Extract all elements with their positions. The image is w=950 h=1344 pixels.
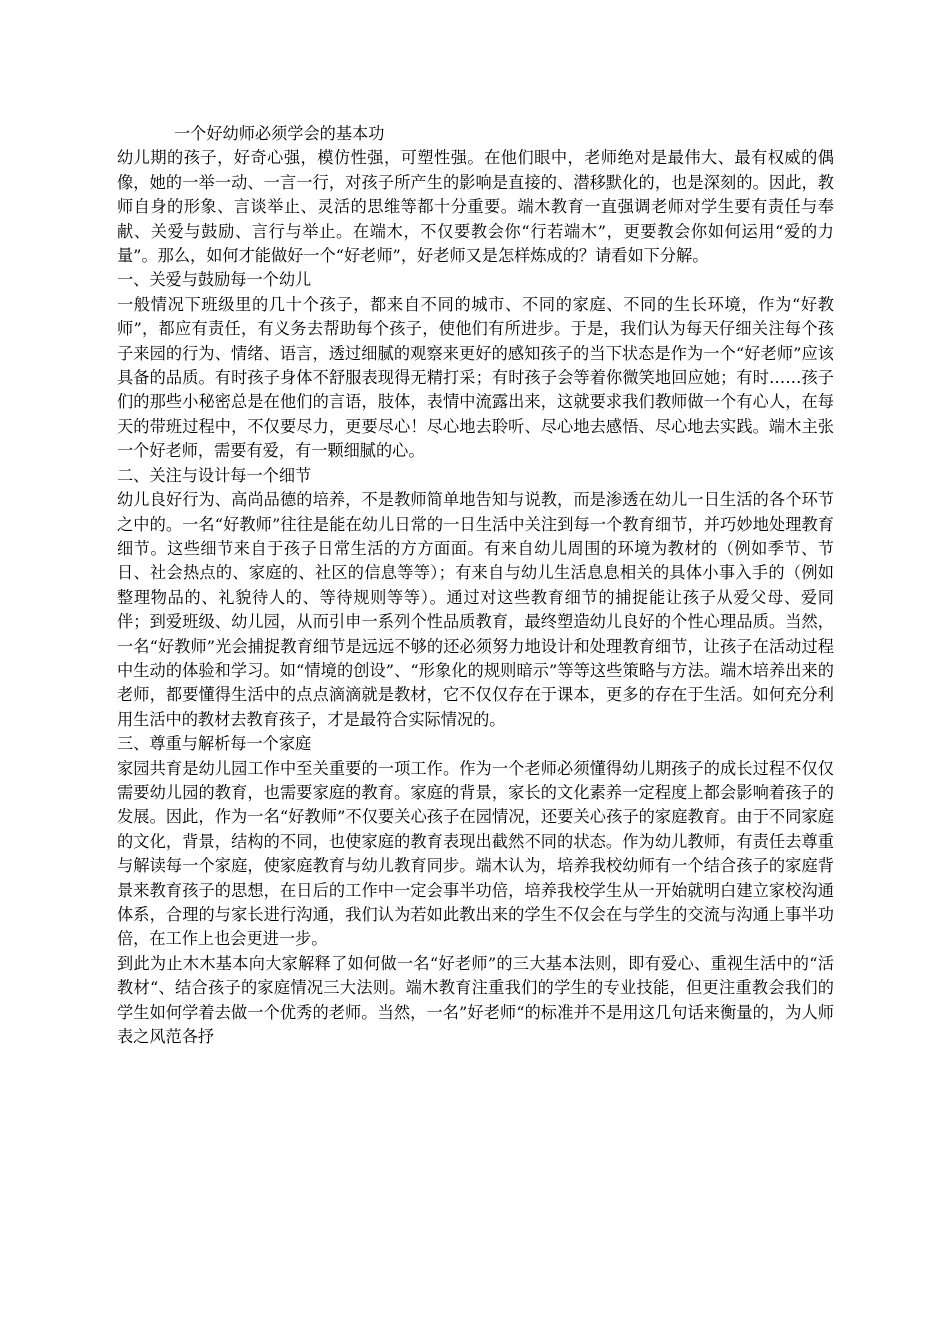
section-heading-1: 一、关爱与鼓励每一个幼儿 [117,270,312,290]
intro-paragraph: 幼儿期的孩子，好奇心强，模仿性强，可塑性强。在他们眼中，老师绝对是最伟大、最有权威的偶像，她的一举一动、一言一行，对孩子所产生的影响是直接的、潜移默化的，也是深刻的。因此，教师自身的形象、言谈举止、灵活的思维等都十分重要。端木教育一直强调老师对学生要有责任与奉献、关爱与鼓励、言行与举止。在端木，不仅要教会你“行若端木”，更要教会你如何运用“爱的力量”。那么，如何才能做好一个“好老师”，好老师又是怎样炼成的？请看如下分解。 [117,148,834,266]
section-heading-3: 三、尊重与解析每一个家庭 [117,734,312,754]
section-body-3: 家园共育是幼儿园工作中至关重要的一项工作。作为一个老师必须懂得幼儿期孩子的成长过程不仅仅需要幼儿园的教育，也需要家庭的教育。家庭的背景，家长的文化素养一定程度上都会影响着孩子的发展。因此，作为一名“好教师”不仅要关心孩子在园情况，还要关心孩子的家庭教育。由于不同家庭的文化，背景，结构的不同，也使家庭的教育表现出截然不同的状态。作为幼儿教师，有责任去尊重与解读每一个家庭，使家庭教育与幼儿教育同步。端木认为，培养我校幼师有一个结合孩子的家庭背景来教育孩子的思想，在日后的工作中一定会事半功倍，培养我校学生从一开始就明白建立家校沟通体系，合理的与家长进行沟通，我们认为若如此教出来的学生不仅会在与学生的交流与沟通上事半功倍，在工作上也会更进一步。 [117,758,834,949]
document-page [117,122,834,1049]
conclusion-paragraph: 到此为止木木基本向大家解释了如何做一名“好老师”的三大基本法则，即有爱心、重视生活中的“活教材“、结合孩子的家庭情况三大法则。端木教育注重我们的学生的专业技能，但更注重教会我们的学生如何学着去做一个优秀的老师。当然，一名”好老师“的标准并不是用这几句话来衡量的，为人师表之风范各抒 [117,953,834,1047]
section-body-1: 一般情况下班级里的几十个孩子，都来自不同的城市、不同的家庭、不同的生长环境，作为“好教师”，都应有责任，有义务去帮助每个孩子，使他们有所进步。于是，我们认为每天仔细关注每个孩子来园的行为、情绪、语言，透过细腻的观察来更好的感知孩子的当下状态是作为一个“好老师”应该具备的品质。有时孩子身体不舒服表现得无精打采；有时孩子会等着你微笑地回应她；有时……孩子们的那些小秘密总是在他们的言语，肢体，表情中流露出来，这就要求我们教师做一个有心人，在每天的带班过程中，不仅要尽力，更要尽心！尽心地去聆听、尽心地去感悟、尽心地去实践。端木主张一个好老师，需要有爱，有一颗细腻的心。 [117,294,834,461]
document-title: 一个好幼师必须学会的基本功 [174,124,385,143]
section-body-2: 幼儿良好行为、高尚品德的培养，不是教师简单地告知与说教，而是渗透在幼儿一日生活的各个环节之中的。一名“好教师”往往是能在幼儿日常的一日生活中关注到每一个教育细节，并巧妙地处理教育细节。这些细节来自于孩子日常生活的方方面面。有来自幼儿周围的环境为教材的（例如季节、节日、社会热点的、家庭的、社区的信息等等）；有来自与幼儿生活息息相关的具体小事入手的（例如整理物品的、礼貌待人的、等待规则等等）。通过对这些教育细节的捕捉能让孩子从爱父母、爱同伴；到爱班级、幼儿园，从而引申一系列个性品质教育，最终塑造幼儿良好的个性心理品质。当然，一名“好教师”光会捕捉教育细节是远远不够的还必须努力地设计和处理教育细节，让孩子在活动过程中生动的体验和学习。如“情境的创设”、“形象化的规则暗示”等等这些策略与方法。端木培养出来的老师，都要懂得生活中的点点滴滴就是教材，它不仅仅存在于课本，更多的存在于生活。如何充分利用生活中的教材去教育孩子，才是最符合实际情况的。 [117,490,834,729]
section-heading-2: 二、关注与设计每一个细节 [117,465,312,485]
